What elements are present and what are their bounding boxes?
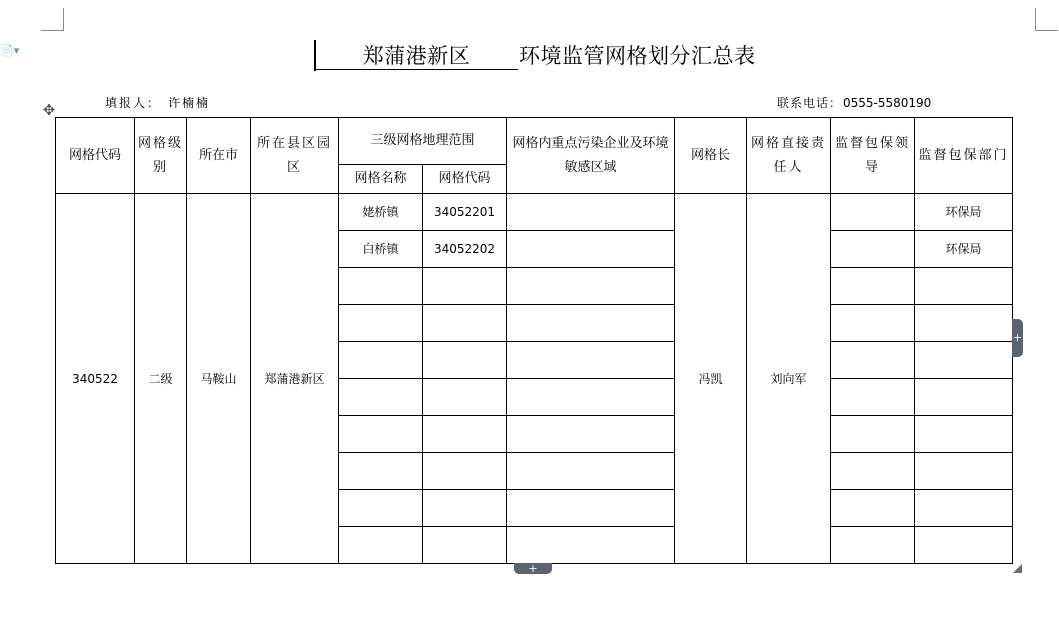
cell-grid-name[interactable]	[339, 268, 423, 305]
cell-supervision-dept[interactable]	[915, 342, 1013, 379]
page-title[interactable]: 环境监管网格划分汇总表	[519, 44, 756, 68]
phone-value[interactable]: 0555-5580190	[843, 96, 932, 110]
header-sub-grid-code[interactable]: 网格代码	[423, 165, 507, 194]
cell-sub-grid-code[interactable]	[423, 305, 507, 342]
cell-direct-person[interactable]: 刘向军	[747, 194, 831, 564]
cell-sub-grid-code[interactable]	[423, 379, 507, 416]
cell-key-enterprises[interactable]	[507, 305, 675, 342]
header-grid-code[interactable]: 网格代码	[56, 118, 135, 194]
cell-grid-name[interactable]	[339, 305, 423, 342]
cell-supervision-leader[interactable]	[831, 194, 915, 231]
cell-supervision-leader[interactable]	[831, 379, 915, 416]
cell-supervision-dept[interactable]	[915, 305, 1013, 342]
cell-sub-grid-code[interactable]	[423, 527, 507, 564]
cell-supervision-dept[interactable]	[915, 416, 1013, 453]
cell-grid-name[interactable]	[339, 416, 423, 453]
cell-supervision-dept[interactable]	[915, 268, 1013, 305]
cell-supervision-leader[interactable]	[831, 268, 915, 305]
phone-label: 联系电话：	[777, 96, 843, 110]
add-row-icon[interactable]: +	[514, 563, 552, 574]
header-grid-head[interactable]: 网格长	[675, 118, 747, 194]
cell-key-enterprises[interactable]	[507, 194, 675, 231]
header-city[interactable]: 所在市	[187, 118, 251, 194]
cell-supervision-dept[interactable]	[915, 527, 1013, 564]
header-level3-range[interactable]: 三级网格地理范围	[339, 118, 507, 165]
cell-supervision-leader[interactable]	[831, 453, 915, 490]
add-column-icon[interactable]: +	[1012, 319, 1023, 357]
cell-district[interactable]: 郑蒲港新区	[251, 194, 339, 564]
cell-key-enterprises[interactable]	[507, 490, 675, 527]
cell-key-enterprises[interactable]	[507, 268, 675, 305]
header-district[interactable]: 所在县区园区	[251, 118, 339, 194]
page-corner-mark-top-right	[1035, 8, 1058, 31]
table-row	[56, 194, 1013, 231]
cell-supervision-dept[interactable]	[915, 453, 1013, 490]
cell-sub-grid-code[interactable]	[423, 453, 507, 490]
page-corner-mark-top-left	[41, 8, 64, 31]
header-supervision-dept[interactable]: 监督包保部门	[915, 118, 1013, 194]
header-key-enterprises[interactable]: 网格内重点污染企业及环境敏感区域	[507, 118, 675, 194]
cell-supervision-leader[interactable]	[831, 490, 915, 527]
cell-sub-grid-code[interactable]: 34052202	[423, 231, 507, 268]
cell-grid-name[interactable]	[339, 527, 423, 564]
header-grid-level[interactable]: 网格级别	[135, 118, 187, 194]
cell-sub-grid-code[interactable]	[423, 268, 507, 305]
cell-supervision-dept[interactable]: 环保局	[915, 231, 1013, 268]
cell-key-enterprises[interactable]	[507, 231, 675, 268]
cell-supervision-leader[interactable]	[831, 305, 915, 342]
cell-sub-grid-code[interactable]	[423, 416, 507, 453]
cell-grid-code[interactable]: 340522	[56, 194, 135, 564]
cell-city[interactable]: 马鞍山	[187, 194, 251, 564]
cell-supervision-dept[interactable]	[915, 490, 1013, 527]
filler-label: 填报人：	[105, 96, 162, 110]
cell-supervision-leader[interactable]	[831, 416, 915, 453]
cell-sub-grid-code[interactable]	[423, 490, 507, 527]
cell-sub-grid-code[interactable]	[423, 342, 507, 379]
filler-value[interactable]: 许楠楠	[168, 96, 211, 110]
cell-grid-level[interactable]: 二级	[135, 194, 187, 564]
cell-key-enterprises[interactable]	[507, 342, 675, 379]
cell-sub-grid-code[interactable]: 34052201	[423, 194, 507, 231]
cell-key-enterprises[interactable]	[507, 453, 675, 490]
cell-grid-name[interactable]	[339, 453, 423, 490]
cell-grid-name[interactable]	[339, 379, 423, 416]
header-direct-person[interactable]: 网格直接责任人	[747, 118, 831, 194]
cell-supervision-leader[interactable]	[831, 527, 915, 564]
document-icon[interactable]: 📄▾	[0, 44, 20, 57]
header-grid-name[interactable]: 网格名称	[339, 165, 423, 194]
cell-grid-name[interactable]	[339, 342, 423, 379]
cell-grid-name[interactable]	[339, 490, 423, 527]
cell-supervision-dept[interactable]: 环保局	[915, 194, 1013, 231]
cell-grid-name[interactable]: 姥桥镇	[339, 194, 423, 231]
cell-supervision-leader[interactable]	[831, 231, 915, 268]
cell-grid-head[interactable]: 冯凯	[675, 194, 747, 564]
cell-key-enterprises[interactable]	[507, 416, 675, 453]
move-handle-icon[interactable]: ✥	[42, 101, 56, 119]
cell-grid-name[interactable]: 白桥镇	[339, 231, 423, 268]
summary-table	[55, 117, 1013, 564]
cell-supervision-dept[interactable]	[915, 379, 1013, 416]
cell-key-enterprises[interactable]	[507, 379, 675, 416]
title-region-name[interactable]: 郑蒲港新区	[362, 44, 471, 68]
resize-handle-icon[interactable]	[1012, 563, 1023, 574]
cell-key-enterprises[interactable]	[507, 527, 675, 564]
header-supervision-leader[interactable]: 监督包保领导	[831, 118, 915, 194]
cell-supervision-leader[interactable]	[831, 342, 915, 379]
